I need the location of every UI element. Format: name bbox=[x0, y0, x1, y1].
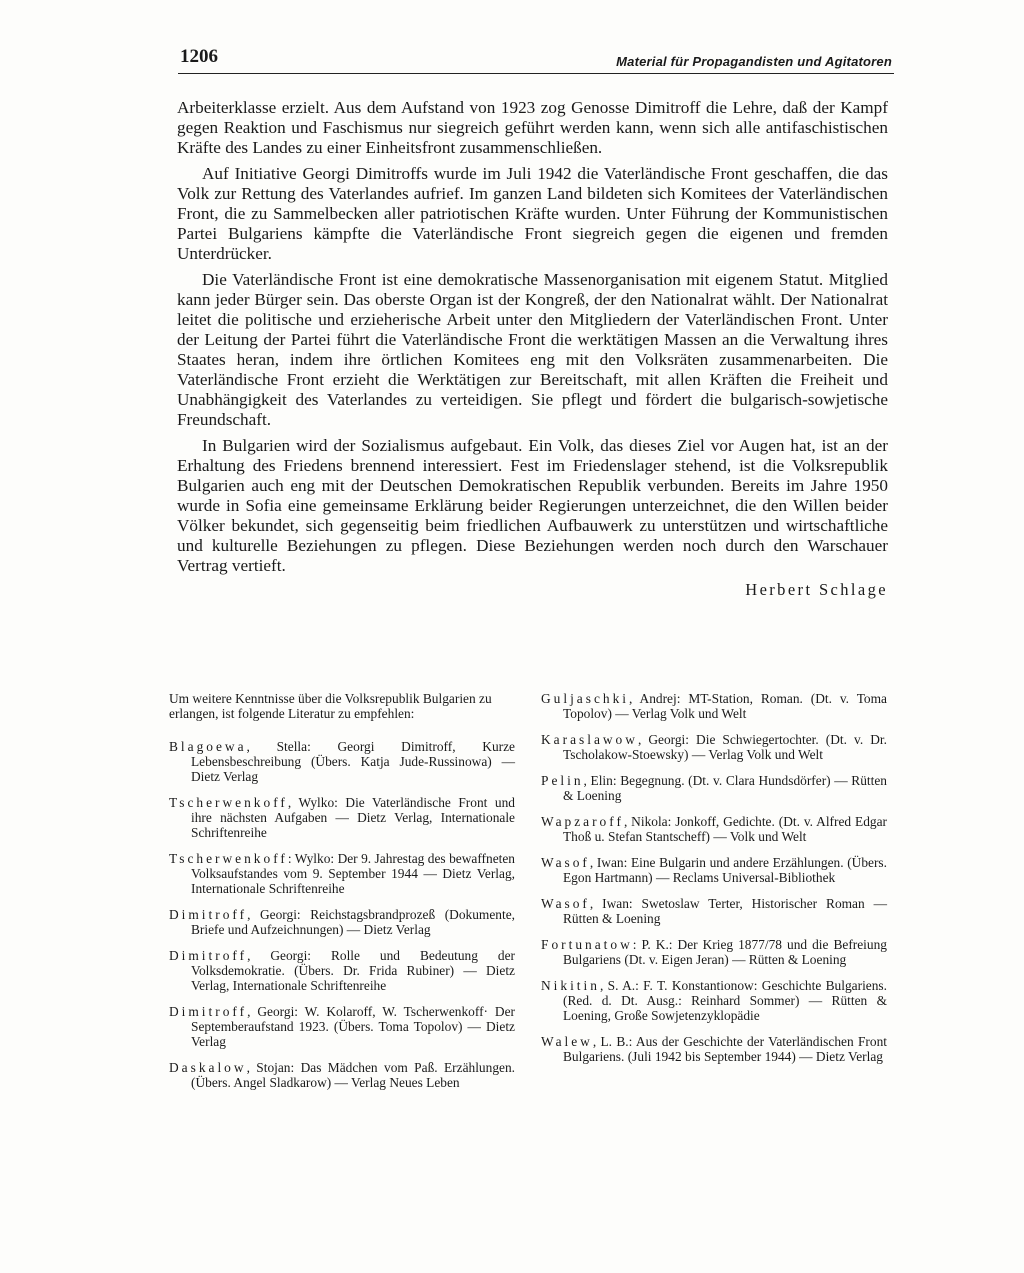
bib-author: Dimitroff bbox=[169, 907, 248, 922]
bib-entry bbox=[541, 1034, 887, 1064]
bib-details: : Wylko: Der 9. Jahrestag des bewaffneten Volksaufstandes vom 9. September 1944 — Dietz Verlag, Internationale Schriftenreihe bbox=[191, 851, 515, 896]
bibliography-right-column bbox=[541, 691, 887, 1101]
paragraph-4: In Bulgarien wird der Sozialismus aufgebaut. Ein Volk, das dieses Ziel vor Augen hat, ist an der Erhaltung des Friedens brennend interessiert. Fest im Friedenslager stehend, ist die Volksrepublik Bulgarien auch eng mit der Deutschen Demokratischen Republik verbunden. Bereits im Jahre 1950 wurde in Sofia eine gemeinsame Erklärung beider Regierungen unterzeichnet, die den Willen beider Völker bekundet, sich gegenseitig beim friedlichen Aufbauwerk zu unterstützen und wirtschaftliche und kulturelle Beziehungen zu pflegen. Diese Beziehungen werden noch durch den Warschauer Vertrag vertieft. bbox=[177, 436, 888, 575]
bib-details: , L. B.: Aus der Geschichte der Vaterländischen Front Bulgariens. (Juli 1942 bis September 1944) — Dietz Verlag bbox=[563, 1034, 887, 1064]
bib-entry bbox=[169, 948, 515, 993]
bib-details: , Andrej: MT-Station, Roman. (Dt. v. Toma Topolov) — Verlag Volk und Welt bbox=[563, 691, 887, 721]
bib-author: Wasof bbox=[541, 855, 590, 870]
running-title: Material für Propagandisten und Agitatoren bbox=[616, 54, 892, 69]
bibliography-intro: Um weitere Kenntnisse über die Volksrepublik Bulgarien zu erlangen, ist folgende Literatur zu empfehlen: bbox=[169, 691, 492, 721]
bib-details: , Stella: Georgi Dimitroff, Kurze Lebensbeschreibung (Übers. Katja Jude-Russinowa) — Dietz Verlag bbox=[191, 739, 515, 784]
bib-details: , Georgi: W. Kolaroff, W. Tscherwenkoff· Der Septemberaufstand 1923. (Übers. Toma Topolov) — Dietz Verlag bbox=[191, 1004, 515, 1049]
bib-author: Walew bbox=[541, 1034, 593, 1049]
bib-details: , Nikola: Jonkoff, Gedichte. (Dt. v. Alfred Edgar Thoß u. Stefan Stantscheff) — Volk und Welt bbox=[563, 814, 887, 844]
bib-author: Dimitroff bbox=[169, 1004, 248, 1019]
paragraph-2: Auf Initiative Georgi Dimitroffs wurde im Juli 1942 die Vaterländische Front geschaffen, die das Volk zur Rettung des Vaterlandes aufrief. Im ganzen Land bildeten sich Komitees der Vaterländischen Front, die zu Sammelbecken aller patriotischen Kräfte wurden. Unter Führung der Kommunistischen Partei Bulgariens kämpfte die Vaterländische Front siegreich gegen die eigenen und fremden Unterdrücker. bbox=[177, 164, 888, 263]
bibliography bbox=[169, 691, 887, 1101]
bib-entry bbox=[541, 773, 887, 803]
bib-details: , Georgi: Reichstagsbrandprozeß (Dokumente, Briefe und Aufzeichnungen) — Dietz Verlag bbox=[191, 907, 515, 937]
bib-details: , Elin: Begegnung. (Dt. v. Clara Hundsdörfer) — Rütten & Loening bbox=[563, 773, 887, 803]
paragraph-1: Arbeiterklasse erzielt. Aus dem Aufstand von 1923 zog Genosse Dimitroff die Lehre, daß der Kampf gegen Reaktion und Faschismus nur siegreich geführt werden kann, wenn sich alle antifaschistischen Kräfte des Landes zu einer Einheitsfront zusammenschließen. bbox=[177, 98, 888, 157]
bib-author: Karaslawow bbox=[541, 732, 638, 747]
bib-author: Tscherwenkoff bbox=[169, 795, 288, 810]
bib-entry bbox=[169, 739, 515, 784]
bib-details: , Georgi: Rolle und Bedeutung der Volksdemokratie. (Übers. Dr. Frida Rubiner) — Dietz Verlag, Internationale Schriftenreihe bbox=[191, 948, 515, 993]
header-rule bbox=[178, 73, 894, 74]
bib-details: , Georgi: Die Schwiegertochter. (Dt. v. Dr. Tscholakow-Stoewsky) — Verlag Volk und Welt bbox=[563, 732, 887, 762]
bib-entry bbox=[169, 907, 515, 937]
bib-author: Daskalow bbox=[169, 1060, 247, 1075]
bib-entry bbox=[169, 851, 515, 896]
bib-details: : P. K.: Der Krieg 1877/78 und die Befreiung Bulgariens (Dt. v. Eigen Jeran) — Rütten & Loening bbox=[563, 937, 887, 967]
bib-author: Blagoewa bbox=[169, 739, 247, 754]
bib-author: Fortunatow bbox=[541, 937, 633, 952]
bib-author: Wasof bbox=[541, 896, 590, 911]
paragraph-3: Die Vaterländische Front ist eine demokratische Massenorganisation mit eigenem Statut. Mitglied kann jeder Bürger sein. Das oberste Organ ist der Kongreß, der den Nationalrat wählt. Der Nationalrat leitet die politische und erzieherische Arbeit unter den Mitgliedern der Vaterländischen Front. Unter der Leitung der Partei führt die Vaterländische Front die werktätigen Massen an die Verwaltung ihres Staates heran, indem ihre örtlichen Komitees eng mit den Volksräten zusammenarbeiten. Die Vaterländische Front erzieht die Werktätigen zur Bereitschaft, mit allen Kräften die Freiheit und Unabhängigkeit des Vaterlandes zu verteidigen. Sie pflegt und fördert die bulgarisch-sowjetische Freundschaft. bbox=[177, 270, 888, 429]
bib-author: Guljaschki bbox=[541, 691, 630, 706]
bib-author: Pelin bbox=[541, 773, 584, 788]
bib-author: Wapzaroff bbox=[541, 814, 624, 829]
bib-entry bbox=[169, 1060, 515, 1090]
bib-entry bbox=[541, 937, 887, 967]
article-author: Herbert Schlage bbox=[745, 580, 888, 599]
bib-details: , Iwan: Eine Bulgarin und andere Erzählungen. (Übers. Egon Hartmann) — Reclams Universal-Bibliothek bbox=[563, 855, 887, 885]
bib-author: Dimitroff bbox=[169, 948, 248, 963]
bib-entry bbox=[541, 978, 887, 1023]
bib-details: , Wylko: Die Vaterländische Front und ihre nächsten Aufgaben — Dietz Verlag, Internationale Schriftenreihe bbox=[191, 795, 515, 840]
bib-details: , Stojan: Das Mädchen vom Paß. Erzählungen. (Übers. Angel Sladkarow) — Verlag Neues Leben bbox=[191, 1060, 515, 1090]
bib-entry bbox=[169, 1004, 515, 1049]
bib-details: , Iwan: Swetoslaw Terter, Historischer Roman — Rütten & Loening bbox=[563, 896, 887, 926]
bib-entry bbox=[541, 732, 887, 762]
article-body bbox=[177, 98, 888, 600]
bib-entry bbox=[541, 814, 887, 844]
bib-entry bbox=[541, 691, 887, 721]
bib-entry bbox=[541, 855, 887, 885]
bib-author: Nikitin bbox=[541, 978, 600, 993]
bib-details: , S. A.: F. T. Konstantionow: Geschichte Bulgariens. (Red. d. Dt. Ausg.: Reinhard Sommer) — Rütten & Loening, Große Sowjetenzyklopädie bbox=[563, 978, 887, 1023]
bib-entry bbox=[541, 896, 887, 926]
page-number: 1206 bbox=[180, 46, 218, 67]
bib-author: Tscherwenkoff bbox=[169, 851, 288, 866]
bib-entry bbox=[169, 795, 515, 840]
bibliography-left-column bbox=[169, 691, 515, 1101]
